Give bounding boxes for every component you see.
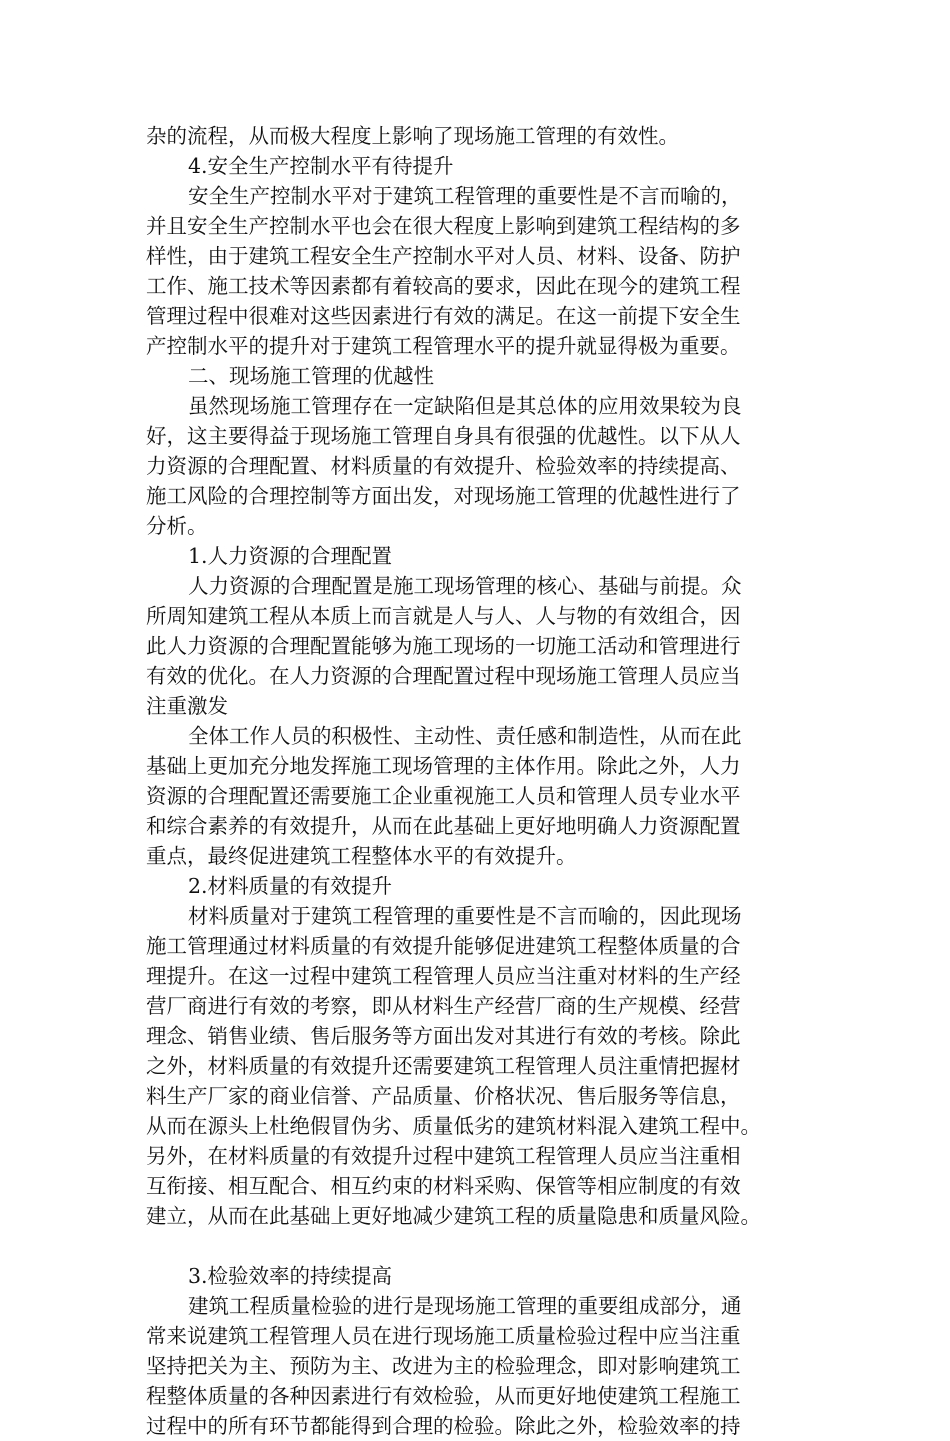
text-line: 安全生产控制水平对于建筑工程管理的重要性是不言而喻的，: [188, 184, 742, 208]
text-line: 杂的流程，从而极大程度上影响了现场施工管理的有效性。: [146, 124, 679, 148]
text-line: 注重激发: [146, 694, 228, 718]
text-line: 基础上更加充分地发挥施工现场管理的主体作用。除此之外，人力: [146, 754, 741, 778]
text-line: 3.检验效率的持续提高: [188, 1264, 393, 1288]
text-line: 另外，在材料质量的有效提升过程中建筑工程管理人员应当注重相: [146, 1144, 741, 1168]
text-line: 二、现场施工管理的优越性: [188, 364, 434, 388]
text-line: 常来说建筑工程管理人员在进行现场施工质量检验过程中应当注重: [146, 1324, 741, 1348]
text-line: 理念、销售业绩、售后服务等方面出发对其进行有效的考核。除此: [146, 1024, 741, 1048]
text-line: 2.材料质量的有效提升: [188, 874, 393, 898]
text-line: 人力资源的合理配置是施工现场管理的核心、基础与前提。众: [188, 574, 742, 598]
text-line: 建立，从而在此基础上更好地减少建筑工程的质量隐患和质量风险。: [146, 1204, 761, 1228]
text-line: 资源的合理配置还需要施工企业重视施工人员和管理人员专业水平: [146, 784, 741, 808]
text-line: 全体工作人员的积极性、主动性、责任感和制造性，从而在此: [188, 724, 742, 748]
text-line: 建筑工程质量检验的进行是现场施工管理的重要组成部分，通: [188, 1294, 742, 1318]
text-line: 分析。: [146, 514, 208, 538]
text-line: 营厂商进行有效的考察，即从材料生产经营厂商的生产规模、经营: [146, 994, 741, 1018]
text-line: 和综合素养的有效提升，从而在此基础上更好地明确人力资源配置: [146, 814, 741, 838]
text-line: 程整体质量的各种因素进行有效检验，从而更好地使建筑工程施工: [146, 1384, 741, 1408]
text-line: 1.人力资源的合理配置: [188, 544, 393, 568]
document-body: [146, 121, 806, 1441]
text-line: 产控制水平的提升对于建筑工程管理水平的提升就显得极为重要。: [146, 334, 741, 358]
text-line: 所周知建筑工程从本质上而言就是人与人、人与物的有效组合，因: [146, 604, 741, 628]
text-line: 好，这主要得益于现场施工管理自身具有很强的优越性。以下从人: [146, 424, 741, 448]
text-line: 理提升。在这一过程中建筑工程管理人员应当注重对材料的生产经: [146, 964, 741, 988]
text-line: 管理过程中很难对这些因素进行有效的满足。在这一前提下安全生: [146, 304, 741, 328]
text-line: 互衔接、相互配合、相互约束的材料采购、保管等相应制度的有效: [146, 1174, 741, 1198]
text-line: 此人力资源的合理配置能够为施工现场的一切施工活动和管理进行: [146, 634, 741, 658]
text-line: 之外，材料质量的有效提升还需要建筑工程管理人员注重情把握材: [146, 1054, 741, 1078]
text-line: 施工管理通过材料质量的有效提升能够促进建筑工程整体质量的合: [146, 934, 741, 958]
text-line: 过程中的所有环节都能得到合理的检验。除此之外，检验效率的持: [146, 1414, 741, 1438]
text-line: 重点，最终促进建筑工程整体水平的有效提升。: [146, 844, 577, 868]
text-line: 力资源的合理配置、材料质量的有效提升、检验效率的持续提高、: [146, 454, 741, 478]
text-line: 从而在源头上杜绝假冒伪劣、质量低劣的建筑材料混入建筑工程中。: [146, 1114, 761, 1138]
text-line: 施工风险的合理控制等方面出发，对现场施工管理的优越性进行了: [146, 484, 741, 508]
blank-line: [146, 1231, 806, 1261]
text-line: 坚持把关为主、预防为主、改进为主的检验理念，即对影响建筑工: [146, 1354, 741, 1378]
text-line: 4.安全生产控制水平有待提升: [188, 154, 454, 178]
text-line: 材料质量对于建筑工程管理的重要性是不言而喻的，因此现场: [188, 904, 742, 928]
text-line: 虽然现场施工管理存在一定缺陷但是其总体的应用效果较为良: [188, 394, 742, 418]
text-line: 有效的优化。在人力资源的合理配置过程中现场施工管理人员应当: [146, 664, 741, 688]
text-line: 并且安全生产控制水平也会在很大程度上影响到建筑工程结构的多: [146, 214, 741, 238]
text-line: 样性，由于建筑工程安全生产控制水平对人员、材料、设备、防护: [146, 244, 741, 268]
text-line: 料生产厂家的商业信誉、产品质量、价格状况、售后服务等信息，: [146, 1084, 741, 1108]
text-line: 工作、施工技术等因素都有着较高的要求，因此在现今的建筑工程: [146, 274, 741, 298]
